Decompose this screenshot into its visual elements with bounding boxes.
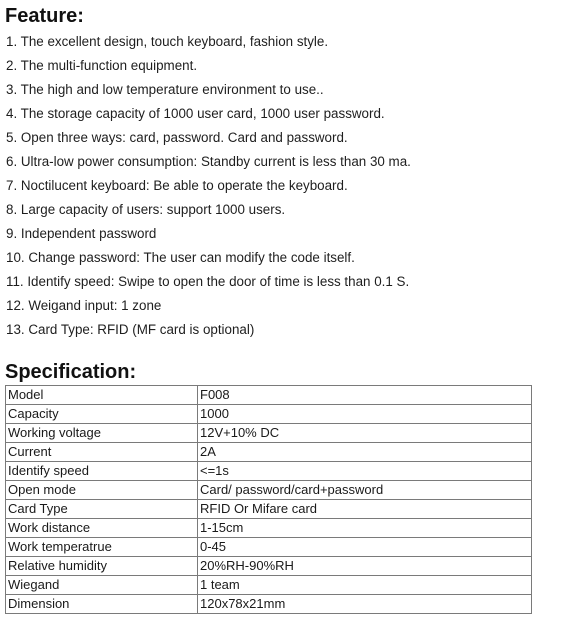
table-row: [6, 538, 532, 557]
spec-value-cell: 1000: [198, 405, 532, 424]
feature-item: 12. Weigand input: 1 zone: [6, 298, 162, 313]
table-row: [6, 557, 532, 576]
feature-item: 11. Identify speed: Swipe to open the door of time is less than 0.1 S.: [6, 274, 410, 289]
table-row: [6, 462, 532, 481]
feature-item: 2. The multi-function equipment.: [6, 58, 198, 73]
spec-value-cell: 0-45: [198, 538, 532, 557]
spec-value-cell: F008: [198, 386, 532, 405]
spec-value-cell: <=1s: [198, 462, 532, 481]
spec-value-cell: 1-15cm: [198, 519, 532, 538]
table-row: [6, 519, 532, 538]
feature-item: 8. Large capacity of users: support 1000 users.: [6, 202, 286, 217]
spec-key-cell: Current: [6, 443, 198, 462]
feature-item: 13. Card Type: RFID (MF card is optional): [6, 322, 255, 337]
spec-key-cell: Card Type: [6, 500, 198, 519]
spec-key-cell: Identify speed: [6, 462, 198, 481]
spec-value-cell: 12V+10% DC: [198, 424, 532, 443]
table-row: [6, 424, 532, 443]
specification-table: [5, 385, 532, 614]
table-row: [6, 443, 532, 462]
table-row: [6, 405, 532, 424]
feature-item: 4. The storage capacity of 1000 user card, 1000 user password.: [6, 106, 385, 121]
feature-item: 6. Ultra-low power consumption: Standby current is less than 30 ma.: [6, 154, 411, 169]
table-row: [6, 386, 532, 405]
table-row: [6, 481, 532, 500]
feature-item: 5. Open three ways: card, password. Card and password.: [6, 130, 348, 145]
spec-value-cell: 20%RH-90%RH: [198, 557, 532, 576]
spec-value-cell: 1 team: [198, 576, 532, 595]
spec-key-cell: Dimension: [6, 595, 198, 614]
feature-item: 10. Change password: The user can modify the code itself.: [6, 250, 355, 265]
feature-list: [6, 30, 411, 342]
spec-value-cell: 2A: [198, 443, 532, 462]
spec-key-cell: Open mode: [6, 481, 198, 500]
feature-heading: Feature:: [5, 5, 84, 27]
spec-value-cell: 120x78x21mm: [198, 595, 532, 614]
spec-value-cell: RFID Or Mifare card: [198, 500, 532, 519]
table-row: [6, 595, 532, 614]
table-row: [6, 500, 532, 519]
spec-key-cell: Capacity: [6, 405, 198, 424]
spec-key-cell: Wiegand: [6, 576, 198, 595]
feature-item: 1. The excellent design, touch keyboard, fashion style.: [6, 34, 329, 49]
spec-key-cell: Working voltage: [6, 424, 198, 443]
specification-heading: Specification:: [5, 361, 137, 383]
spec-key-cell: Work distance: [6, 519, 198, 538]
spec-key-cell: Relative humidity: [6, 557, 198, 576]
feature-item: 9. Independent password: [6, 226, 157, 241]
feature-item: 7. Noctilucent keyboard: Be able to operate the keyboard.: [6, 178, 348, 193]
spec-key-cell: Model: [6, 386, 198, 405]
feature-item: 3. The high and low temperature environment to use..: [6, 82, 324, 97]
spec-value-cell: Card/ password/card+password: [198, 481, 532, 500]
spec-key-cell: Work temperatrue: [6, 538, 198, 557]
table-row: [6, 576, 532, 595]
